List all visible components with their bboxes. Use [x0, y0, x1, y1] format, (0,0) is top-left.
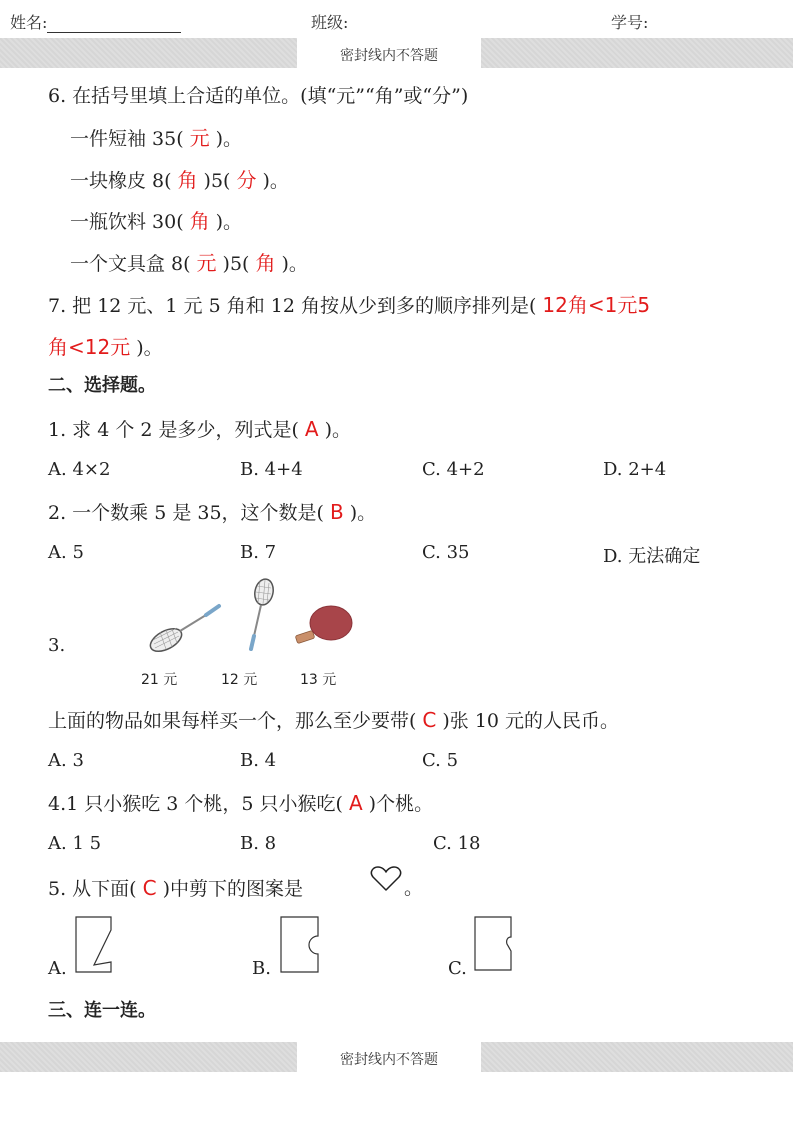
choice-2-option-c: C. 35 [422, 542, 470, 563]
choice-3-number: 3. [48, 635, 66, 656]
seal-band-right-bottom [481, 1042, 793, 1072]
shape-b-half-circle-cut [280, 916, 322, 974]
price-paddle: 13 元 [300, 672, 337, 688]
choice-1-option-c: C. 4+2 [422, 459, 485, 480]
student-id-label: 学号: [611, 13, 649, 32]
choice-1-option-d: D. 2+4 [603, 459, 667, 480]
ping-pong-paddle-icon [294, 605, 356, 647]
q6-item-3: 一瓶饮料 30( 角 )。 [70, 209, 243, 233]
price-badminton: 12 元 [221, 672, 258, 688]
class-label: 班级: [311, 13, 349, 32]
answer: 分 [236, 168, 257, 192]
tennis-racket-icon [148, 600, 223, 655]
choice-5-option-a: A. [48, 958, 67, 979]
badminton-racket-icon [240, 578, 280, 653]
section-3-title: 三、连一连。 [48, 1000, 156, 1021]
choice-2-option-b: B. 7 [240, 542, 277, 563]
name-label: 姓名: [10, 13, 48, 32]
choice-3-question: 上面的物品如果每样买一个，那么至少要带( C )张 10 元的人民币。 [48, 708, 620, 732]
choice-1-question: 1. 求 4 个 2 是多少，列式是( A )。 [48, 417, 352, 441]
answer: C [142, 876, 157, 900]
shape-a-zigzag-cut [75, 916, 115, 974]
choice-3-option-c: C. 5 [422, 750, 459, 771]
choice-3-option-a: A. 3 [48, 750, 84, 771]
q6-item-1: 一件短袖 35( 元 )。 [70, 126, 243, 150]
answer: B [329, 500, 344, 524]
name-underline[interactable] [47, 16, 181, 33]
choice-5-end: 。 [404, 877, 424, 899]
q7-line-2: 角<12元 )。 [42, 335, 163, 360]
choice-4-option-b: B. 8 [240, 833, 277, 854]
name-field[interactable] [10, 10, 181, 33]
choice-2-option-a: A. 5 [48, 542, 84, 563]
choice-4-option-a: A. 1 5 [48, 833, 102, 854]
price-tennis: 21 元 [141, 672, 178, 688]
choice-5-option-c: C. [448, 958, 467, 979]
answer: 12角<1元5 [542, 293, 651, 317]
choice-3-option-b: B. 4 [240, 750, 277, 771]
choice-5-option-b: B. [252, 958, 271, 979]
seal-band-left-bottom [0, 1042, 297, 1072]
answer: 角<12元 [48, 335, 131, 359]
seal-text-top: 密封线内不答题 [340, 48, 438, 64]
choice-5-question: 5. 从下面( C )中剪下的图案是 [48, 876, 303, 900]
answer: 角 [255, 251, 276, 275]
heart-outline-icon [370, 866, 402, 892]
seal-band-right [481, 38, 793, 68]
choice-4-option-c: C. 18 [433, 833, 481, 854]
choice-1-option-a: A. 4×2 [48, 459, 111, 480]
q7-line-1: 7. 把 12 元、1 元 5 角和 12 角按从少到多的顺序排列是( 12角<1元5 [48, 293, 656, 318]
q6-title: 6. 在括号里填上合适的单位。(填“元”“角”或“分”) [48, 85, 469, 107]
answer: 元 [189, 126, 210, 150]
answer: C [422, 708, 437, 732]
choice-2-option-d: D. 无法确定 [603, 546, 701, 567]
q6-item-2: 一块橡皮 8( 角 )5( 分 )。 [70, 168, 289, 192]
seal-text-bottom: 密封线内不答题 [340, 1052, 438, 1068]
answer: 角 [189, 209, 210, 233]
answer: A [348, 791, 363, 815]
q6-item-4: 一个文具盒 8( 元 )5( 角 )。 [70, 251, 308, 275]
choice-1-option-b: B. 4+4 [240, 459, 303, 480]
choice-2-question: 2. 一个数乘 5 是 35，这个数是( B )。 [48, 500, 377, 524]
answer: 元 [196, 251, 217, 275]
choice-4-question: 4.1 只小猴吃 3 个桃，5 只小猴吃( A )个桃。 [48, 791, 434, 815]
answer: 角 [177, 168, 198, 192]
seal-band-left [0, 38, 297, 68]
answer: A [304, 417, 319, 441]
shape-c-half-heart-cut [474, 916, 516, 974]
section-2-title: 二、选择题。 [48, 375, 156, 396]
